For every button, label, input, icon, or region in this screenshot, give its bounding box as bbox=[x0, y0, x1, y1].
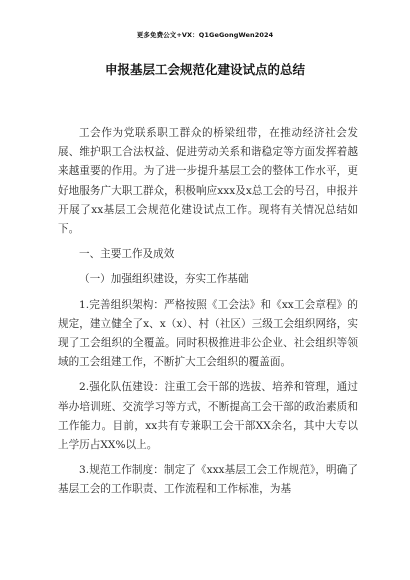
item-paragraph-2: 2.强化队伍建设：注重工会干部的选拔、培养和管理，通过举办培训班、交流学习等方式，不断提高工会干部的政治素质和工作能力。目前，xx共有专兼职工会干部XX余名，其中大专以上学历占XX%以上。 bbox=[58, 381, 358, 452]
document-body bbox=[58, 124, 358, 506]
item-paragraph-1: 1.完善组织架构：严格按照《工会法》和《xx工会章程》的规定，建立健全了x、x（x）、村（社区）三级工会组织网络，实现了工会组织的全覆盖。同时积极推进非公企业、社会组织等领域的工会组建工作，不断扩大工会组织的覆盖面。 bbox=[58, 298, 358, 369]
intro-paragraph: 工会作为党联系职工群众的桥梁纽带，在推动经济社会发展、维护职工合法权益、促进劳动关系和谐稳定等方面发挥着越来越重要的作用。为了进一步提升基层工会的整体工作水平，更好地服务广大职工群众，积极响应xxx及x总工会的号召，申报并开展了xx基层工会规范化建设试点工作。现将有关情况总结如下。 bbox=[58, 127, 358, 236]
section-heading: 一、主要工作及成效 bbox=[79, 248, 175, 261]
header-watermark: 更多免费公文+VX：Q1GeGongWen2024 bbox=[136, 31, 274, 39]
subsection-heading: （一）加强组织建设，夯实工作基础 bbox=[79, 273, 249, 286]
document-title: 申报基层工会规范化建设试点的总结 bbox=[104, 62, 305, 77]
item-paragraph-3: 3.规范工作制度：制定了《xxx基层工会工作规范》，明确了基层工会的工作职责、工作流程和工作标准，为基 bbox=[58, 464, 358, 496]
